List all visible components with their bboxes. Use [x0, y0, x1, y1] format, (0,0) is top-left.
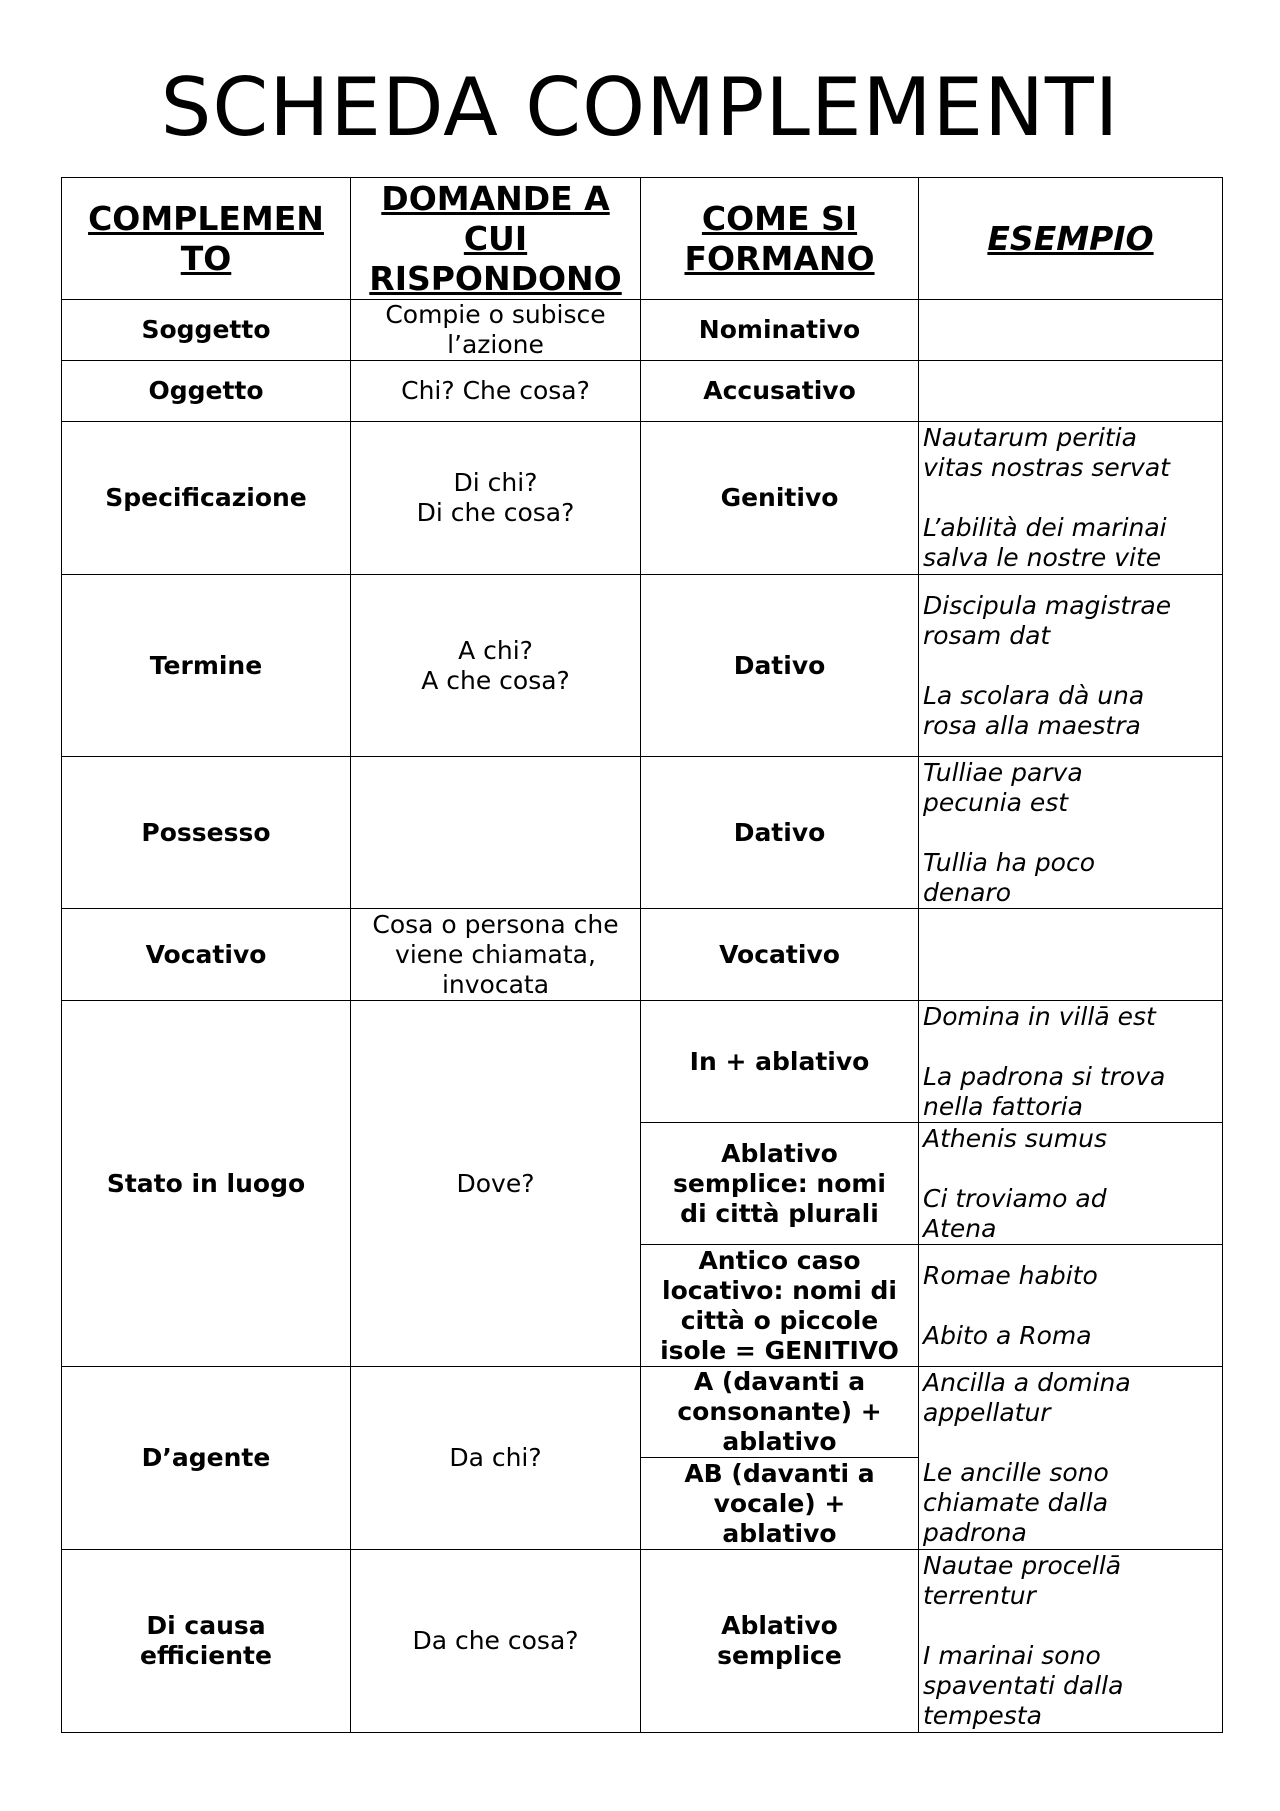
- domanda-cell: [351, 422, 641, 575]
- esempio-latino: Romae habito: [923, 1260, 1098, 1290]
- esempio-italiano: L’abilità dei marinai: [923, 513, 1167, 542]
- header-formano: [641, 178, 919, 300]
- table-row-d-agente: [62, 1367, 1223, 1458]
- table-row-vocativo: [62, 909, 1223, 1001]
- forma-line: isole = GENITIVO: [660, 1335, 899, 1365]
- esempio-latino: Tulliae parva: [923, 757, 1083, 787]
- header-complemento-label: COMPLEMEN TO: [88, 198, 324, 278]
- complemento-cell: Possesso: [62, 757, 351, 909]
- header-esempio-label: ESEMPIO: [987, 218, 1154, 258]
- forma-cell: Dativo: [641, 757, 919, 909]
- domanda-cell: Chi? Che cosa?: [351, 361, 641, 422]
- esempio-cell: [919, 1245, 1223, 1367]
- forma-cell: [641, 1001, 919, 1123]
- domanda-line: Compie o subisce: [385, 300, 606, 329]
- forma-line: città o piccole: [680, 1305, 879, 1335]
- esempio-italiano: salva le nostre vite: [923, 543, 1162, 572]
- esempio-cell: [919, 1123, 1223, 1245]
- forma-cell: Dativo: [641, 575, 919, 757]
- esempio-italiano: La scolara dà una: [923, 680, 1145, 710]
- esempio-italiano: I marinai sono: [923, 1641, 1101, 1670]
- domanda-line: Di che cosa?: [416, 498, 575, 527]
- forma-line: locativo: nomi di: [662, 1275, 897, 1305]
- forma-cell: Genitivo: [641, 422, 919, 575]
- esempio-italiano: denaro: [923, 877, 1011, 907]
- table-row-causa-efficiente: [62, 1550, 1223, 1733]
- forma-line: vocale) +: [713, 1488, 846, 1518]
- complemento-cell: Soggetto: [62, 300, 351, 361]
- esempio-cell: [919, 757, 1223, 909]
- header-formano-label: COME SI FORMANO: [684, 198, 875, 278]
- forma-line: ablativo: [722, 1518, 837, 1548]
- domanda-line: Cosa o persona che: [372, 909, 619, 939]
- complemento-cell: Oggetto: [62, 361, 351, 422]
- esempio-italiano: spaventati dalla: [923, 1671, 1124, 1700]
- complemento-line: efficiente: [140, 1641, 272, 1670]
- esempio-latino: terrentur: [923, 1581, 1036, 1610]
- domanda-line: Di chi?: [453, 468, 538, 497]
- forma-cell: Accusativo: [641, 361, 919, 422]
- esempio-latino: Athenis sumus: [923, 1123, 1107, 1153]
- forma-cell: [641, 1458, 919, 1550]
- header-domande: [351, 178, 641, 300]
- esempio-italiano: Atena: [923, 1213, 997, 1243]
- table-row-specificazione: [62, 422, 1223, 575]
- page-title: SCHEDA COMPLEMENTI: [160, 61, 1120, 154]
- esempio-latino: Discipula magistrae: [923, 590, 1172, 620]
- complemento-cell: Stato in luogo: [62, 1001, 351, 1367]
- esempio-italiano: Abito a Roma: [923, 1320, 1092, 1350]
- esempio-latino: vitas nostras servat: [923, 453, 1170, 482]
- esempio-italiano: rosa alla maestra: [923, 710, 1141, 740]
- esempio-italiano: La padrona si trova: [923, 1061, 1166, 1091]
- esempio-latino: pecunia est: [923, 787, 1069, 817]
- forma-cell: [641, 1550, 919, 1733]
- esempio-italiano: Le ancille sono: [923, 1458, 1109, 1487]
- esempio-latino: Nautarum peritia: [923, 423, 1137, 452]
- complemento-cell: D’agente: [62, 1367, 351, 1550]
- esempio-cell: [919, 422, 1223, 575]
- esempio-cell: [919, 1001, 1223, 1123]
- table-row-termine: [62, 575, 1223, 757]
- forma-cell: [641, 1123, 919, 1245]
- esempio-latino: Nautae procellā: [923, 1551, 1122, 1580]
- forma-line: consonante) +: [677, 1397, 882, 1426]
- forma-cell: [641, 1245, 919, 1367]
- complemento-cell: Termine: [62, 575, 351, 757]
- esempio-cell: [919, 1367, 1223, 1550]
- forma-line: ablativo: [722, 1427, 837, 1456]
- forma-line: A (davanti a: [693, 1367, 866, 1396]
- forma-cell: [641, 1367, 919, 1458]
- complemento-cell: Vocativo: [62, 909, 351, 1001]
- header-row: [62, 178, 1223, 300]
- domanda-cell: [351, 575, 641, 757]
- domanda-line: A chi?: [458, 635, 533, 665]
- complemento-cell: [62, 1550, 351, 1733]
- complemento-cell: Specificazione: [62, 422, 351, 575]
- esempio-cell: [919, 575, 1223, 757]
- forma-line: semplice: [717, 1641, 842, 1670]
- table-row-possesso: [62, 757, 1223, 909]
- esempio-italiano: chiamate dalla: [923, 1488, 1109, 1517]
- table-row-oggetto: [62, 361, 1223, 422]
- esempio-cell: [919, 909, 1223, 1001]
- header-domande-label: DOMANDE A CUI RISPONDONO: [369, 178, 622, 298]
- esempio-italiano: Tullia ha poco: [923, 847, 1096, 877]
- domanda-cell: Da che cosa?: [351, 1550, 641, 1733]
- forma-cell: Nominativo: [641, 300, 919, 361]
- esempio-latino: Ancilla a domina: [923, 1368, 1131, 1397]
- esempio-cell: [919, 361, 1223, 422]
- domanda-line: l’azione: [447, 330, 544, 359]
- esempio-cell: [919, 1550, 1223, 1733]
- forma-line: Ablativo: [721, 1611, 838, 1640]
- esempio-latino: rosam dat: [923, 620, 1051, 650]
- domanda-line: invocata: [441, 969, 550, 999]
- esempio-latino: Domina in villā est: [923, 1001, 1156, 1031]
- header-complemento: [62, 178, 351, 300]
- esempio-italiano: nella fattoria: [923, 1091, 1083, 1121]
- forma-line: AB (davanti a: [684, 1458, 875, 1488]
- table-row-soggetto: [62, 300, 1223, 361]
- domanda-cell: Da chi?: [351, 1367, 641, 1550]
- esempio-cell: [919, 300, 1223, 361]
- forma-line: di città plurali: [680, 1198, 879, 1228]
- domanda-cell: [351, 300, 641, 361]
- forma-line: In + ablativo: [689, 1046, 870, 1076]
- domanda-cell: [351, 909, 641, 1001]
- esempio-italiano: tempesta: [923, 1701, 1042, 1730]
- header-esempio: [919, 178, 1223, 300]
- complementi-table: [61, 177, 1223, 1733]
- table-row-stato-in-luogo: [62, 1001, 1223, 1123]
- domanda-cell: [351, 757, 641, 909]
- forma-line: semplice: nomi: [673, 1168, 886, 1198]
- forma-line: Ablativo: [721, 1138, 838, 1168]
- domanda-line: A che cosa?: [421, 665, 570, 695]
- complemento-line: Di causa: [146, 1611, 266, 1640]
- forma-cell: Vocativo: [641, 909, 919, 1001]
- esempio-latino: appellatur: [923, 1398, 1051, 1427]
- forma-line: Antico caso: [698, 1245, 861, 1275]
- esempio-italiano: Ci troviamo ad: [923, 1183, 1107, 1213]
- domanda-line: viene chiamata,: [395, 939, 596, 969]
- domanda-cell: Dove?: [351, 1001, 641, 1367]
- esempio-italiano: padrona: [923, 1518, 1027, 1547]
